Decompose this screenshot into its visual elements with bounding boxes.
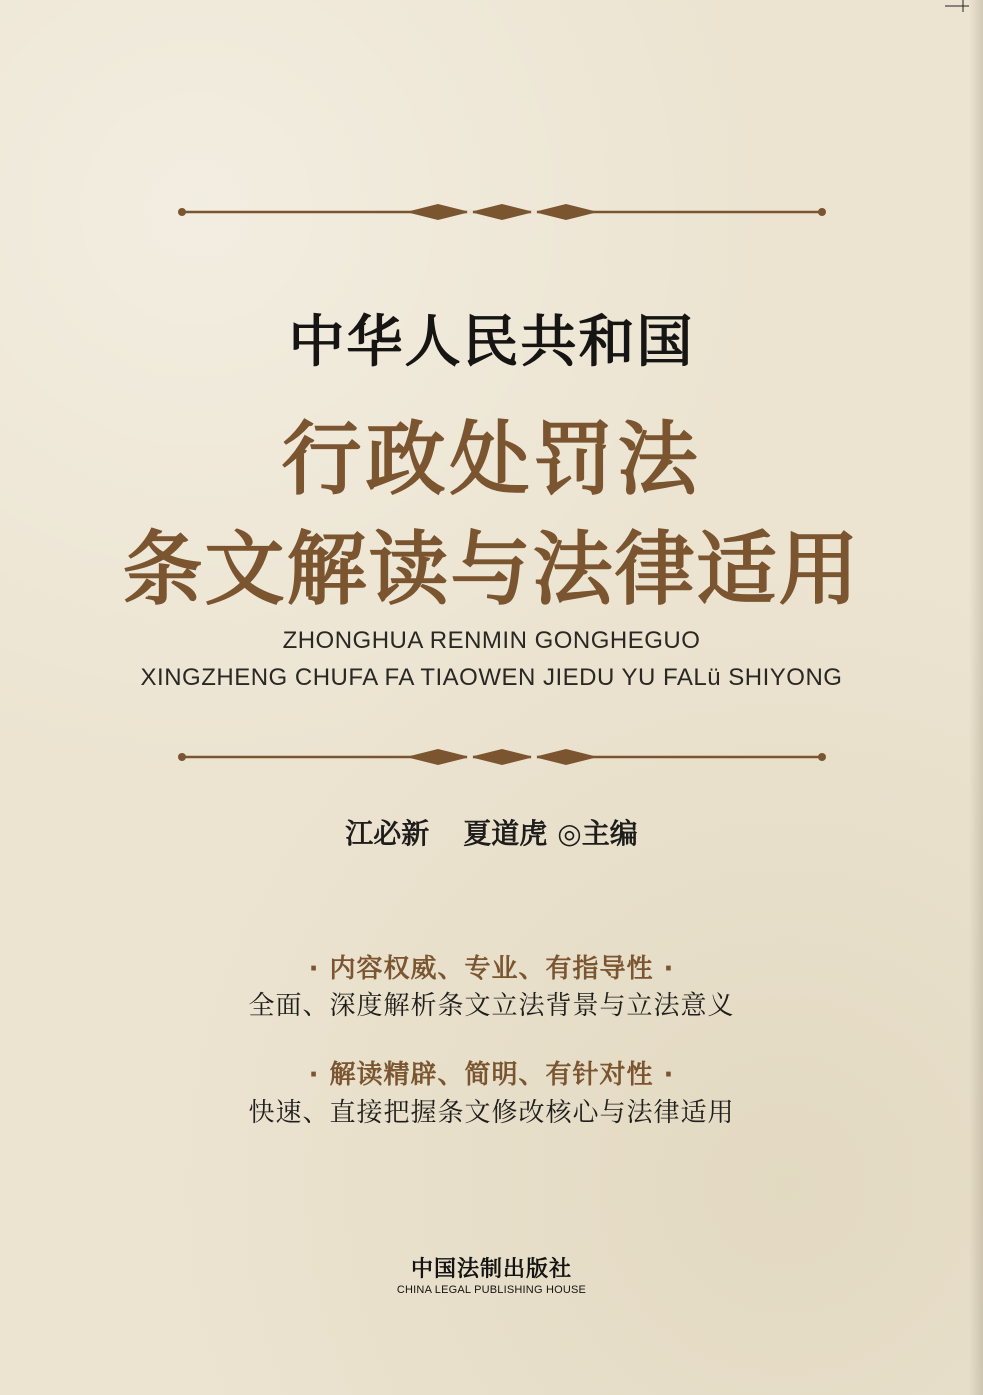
title-main-line1: 行政处罚法 — [281, 413, 702, 506]
publisher-name-cn: 中国法制出版社 — [410, 1257, 572, 1282]
corner-tick-icon — [943, 0, 971, 12]
editor-name-2: 夏道虎 — [463, 817, 548, 850]
editors-line — [0, 812, 983, 852]
ornamental-divider-bottom-icon — [176, 746, 828, 768]
publisher-name-en: CHINA LEGAL PUBLISHING HOUSE — [396, 1284, 587, 1296]
feature-2-heading: · 解读精辟、简明、有针对性 · — [308, 1060, 675, 1090]
title-main-line2: 条文解读与法律适用 — [122, 523, 861, 616]
pinyin-line2: XINGZHENG CHUFA FA TIAOWEN JIEDU YU FALü SHIYONG — [140, 664, 843, 691]
feature-1-heading: · 内容权威、专业、有指导性 · — [308, 954, 675, 984]
feature-1-body: 全面、深度解析条文立法背景与立法意义 — [248, 991, 735, 1021]
editor-name-1: 江必新 — [345, 817, 430, 850]
pinyin-line1: ZHONGHUA RENMIN GONGHEGUO — [282, 627, 701, 654]
ornamental-divider-top-icon — [176, 201, 828, 223]
feature-2-body: 快速、直接把握条文修改核心与法律适用 — [248, 1098, 735, 1128]
title-top: 中华人民共和国 — [288, 309, 695, 375]
cover-edge-shadow — [969, 0, 983, 1395]
editor-role: ◎主编 — [557, 817, 638, 850]
